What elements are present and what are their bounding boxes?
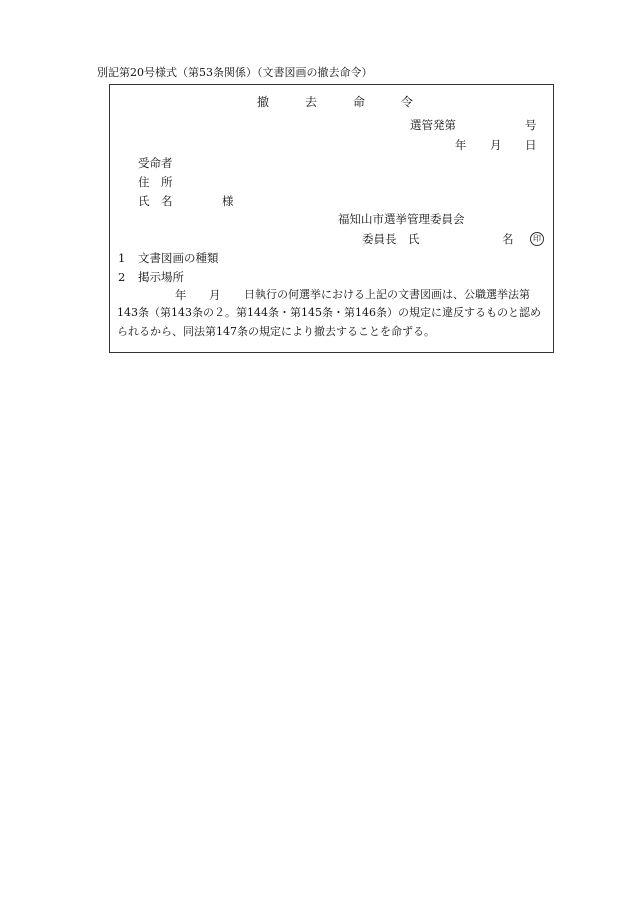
doc-number-prefix: 選管発第 bbox=[410, 118, 456, 132]
title-char: 撤 bbox=[257, 95, 270, 109]
form-label: 別記第20号様式（第53条関係）（文書図画の撤去命令） bbox=[97, 66, 373, 79]
issuer-name-label: 名 bbox=[502, 232, 514, 246]
seal-mark: 印 bbox=[530, 232, 544, 246]
issuer-organization: 福知山市選挙管理委員会 bbox=[338, 212, 465, 226]
item-text: 掲示場所 bbox=[138, 270, 184, 284]
body-line-3: られるから、同法第147条の規定により撤去することを命ずる。 bbox=[117, 325, 435, 338]
doc-number-suffix: 号 bbox=[525, 118, 537, 132]
body-month: 月 bbox=[209, 288, 221, 302]
document-title bbox=[257, 95, 413, 109]
body-year: 年 bbox=[175, 288, 187, 302]
item-number: 2 bbox=[118, 270, 126, 284]
item-text: 文書図画の種類 bbox=[138, 251, 219, 265]
title-char: 命 bbox=[353, 95, 366, 109]
body-line-2: 143条（第143条の２。第144条・第145条・第146条）の規定に違反するものと認め bbox=[117, 306, 541, 319]
date-year: 年 bbox=[455, 138, 467, 152]
recipient-heading: 受命者 bbox=[138, 156, 173, 170]
date-day: 日 bbox=[525, 138, 537, 152]
body-line-1: 日執行の何選挙における上記の文書図画は、公職選挙法第 bbox=[244, 288, 530, 301]
date-month: 月 bbox=[490, 138, 502, 152]
item-number: 1 bbox=[118, 251, 126, 265]
recipient-name-label: 氏 名 bbox=[138, 194, 173, 208]
title-char: 令 bbox=[401, 95, 414, 109]
title-char: 去 bbox=[305, 95, 318, 109]
issuer-chair-label: 委員長 氏 bbox=[362, 232, 420, 246]
recipient-address-label: 住 所 bbox=[138, 175, 173, 189]
recipient-honorific: 様 bbox=[222, 194, 234, 208]
